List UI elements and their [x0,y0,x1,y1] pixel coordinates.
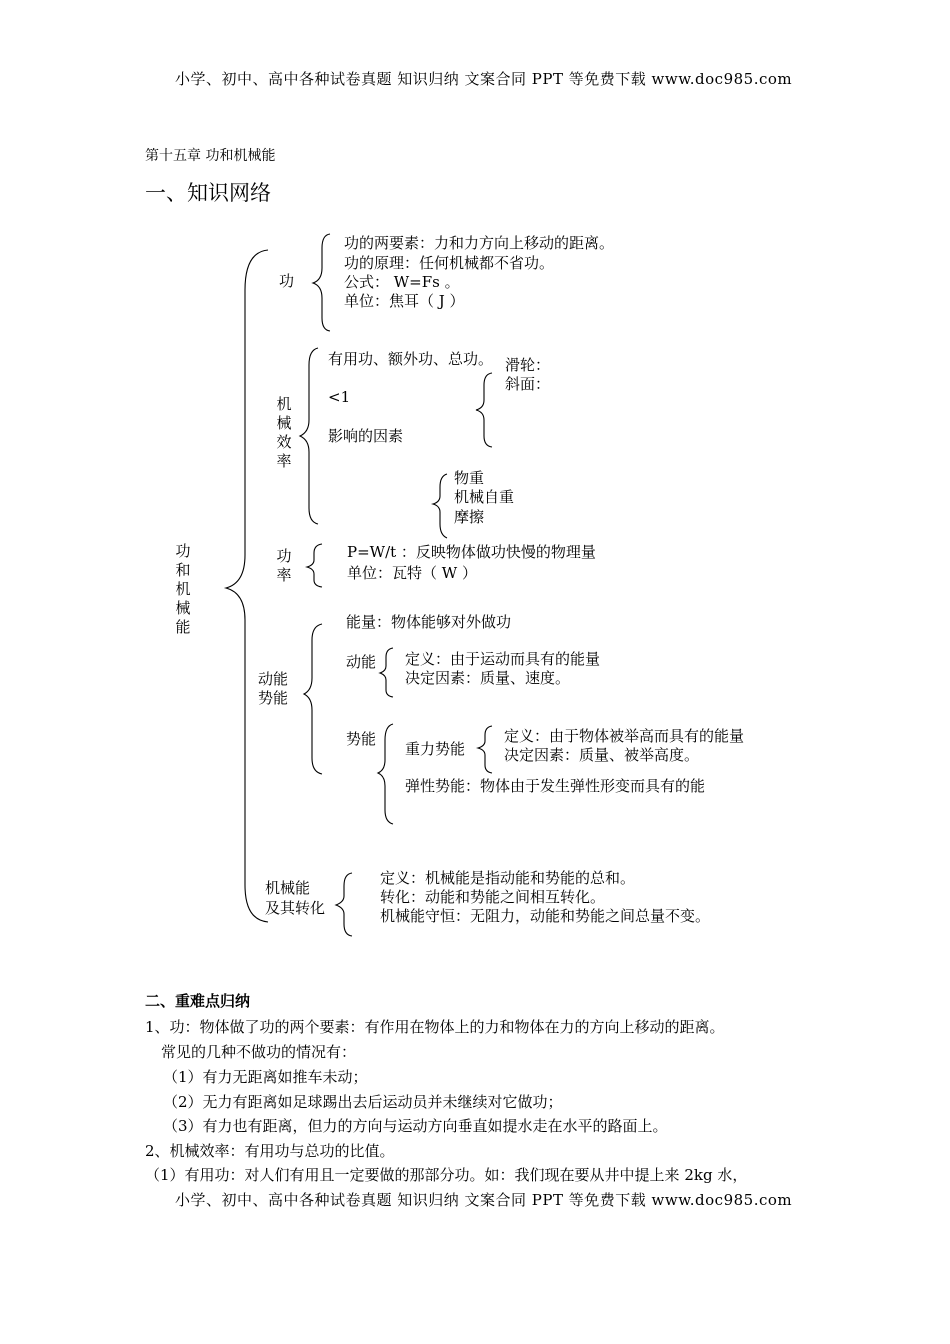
factor-item: 机械自重 [454,488,515,506]
factors-brace [433,474,447,538]
mech-brace [336,873,352,936]
work-item: 公式： W=Fs 。 [344,273,460,291]
key-point-line: （2）无力有距离如足球踢出去后运动员并未继续对它做功； [163,1093,563,1111]
key-point-line: 1、功：物体做了功的两个要素：有作用在物体上的力和物体在力的方向上移动的距离。 [145,1018,725,1036]
efficiency-useful: 有用功、额外功、总功。 [328,350,494,368]
section-title-key-points: 二、重难点归纳 [145,992,251,1010]
gravity-label: 重力势能 [405,740,466,758]
chapter-title: 第十五章 功和机械能 [145,148,276,164]
work-brace [313,234,330,331]
key-point-line: 2、机械效率：有用功与总功的比值。 [145,1142,395,1160]
efficiency-brace [300,348,318,524]
root-label: 功和机械能 [175,542,191,636]
mech-item: 定义：机械能是指动能和势能的总和。 [380,869,636,887]
key-point-line: （1）有力无距离如推车未动； [163,1068,368,1086]
kinetic-label: 动能 [346,653,377,671]
factor-item: 物重 [454,469,485,487]
elastic-potential: 弹性势能：物体由于发生弹性形变而具有的能 [405,777,706,795]
root-brace [226,250,268,922]
work-item: 功的两要素：力和力方向上移动的距离。 [344,234,615,252]
power-label: 功率 [276,547,292,584]
efficiency-slope: 斜面： [505,375,551,393]
key-point-line: （1）有用功：对人们有用且一定要做的那部分功。如：我们现在要从井中提上来 2kg 水， [145,1166,748,1184]
power-formula: P=W/t ：反映物体做功快慢的物理量 [347,543,596,561]
kinetic-def: 定义：由于运动而具有的能量 [405,650,601,668]
efficiency-pulley: 滑轮： [505,356,551,374]
mech-item: 机械能守恒：无阻力，动能和势能之间总量不变。 [380,907,711,925]
mech-label-line2: 及其转化 [265,899,326,917]
work-item: 单位：焦耳（ J ） [344,292,465,310]
key-point-line: （3）有力也有距离，但力的方向与运动方向垂直如提水走在水平的路面上。 [163,1117,668,1135]
potential-label: 势能 [346,730,377,748]
gravity-def: 定义：由于物体被举高而具有的能量 [504,727,745,745]
pulley-brace [476,373,492,447]
factor-item: 摩擦 [454,508,485,526]
gravity-factor: 决定因素：质量、被举高度。 [504,746,700,764]
power-brace [307,544,322,587]
energy-brace [304,624,322,774]
work-item: 功的原理：任何机械都不省功。 [344,254,555,272]
efficiency-label: 机械效率 [276,395,292,470]
gravity-brace [478,726,492,773]
efficiency-lt1: <1 [328,388,351,406]
mech-label-line1: 机械能 [265,879,311,897]
key-point-line: 常见的几种不做功的情况有： [161,1043,357,1061]
work-label: 功 [279,272,295,290]
efficiency-factors: 影响的因素 [328,427,404,445]
energy-definition: 能量：物体能够对外做功 [346,613,512,631]
kinetic-factor: 决定因素：质量、速度。 [405,669,571,687]
power-unit: 单位：瓦特（ W ） [347,564,477,582]
energy-label-line2: 势能 [258,689,289,707]
page-footer: 小学、初中、高中各种试卷真题 知识归纳 文案合同 PPT 等免费下载 www.doc985.com [175,1191,793,1209]
page-header: 小学、初中、高中各种试卷真题 知识归纳 文案合同 PPT 等免费下载 www.doc985.com [175,70,793,88]
energy-label-line1: 动能 [258,670,289,688]
potential-brace [378,724,393,824]
section-title-network: 一、知识网络 [145,181,271,205]
kinetic-brace [380,648,393,697]
mech-item: 转化：动能和势能之间相互转化。 [380,888,606,906]
